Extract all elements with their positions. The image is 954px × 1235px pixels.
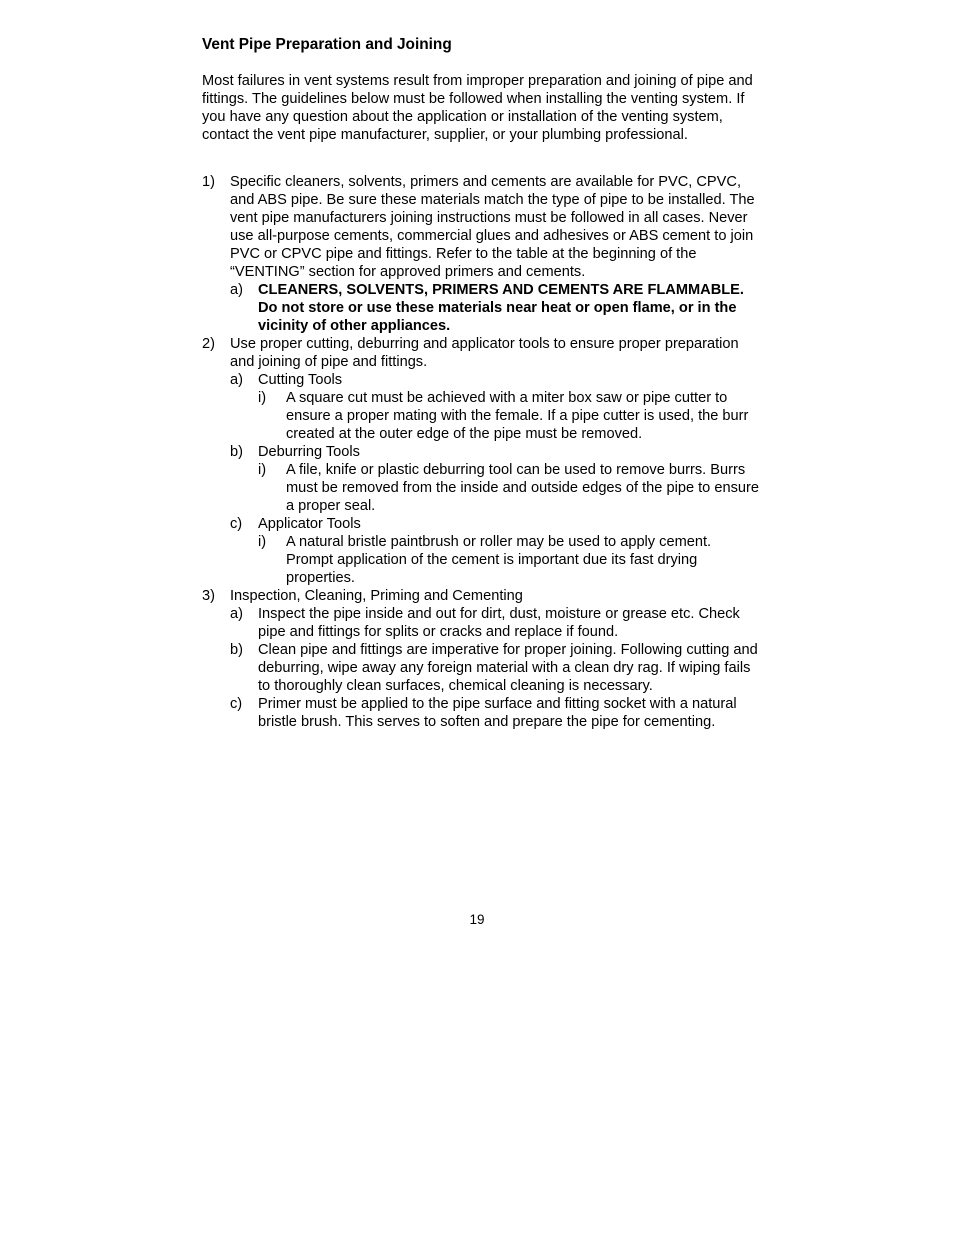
sub-sub-marker: i) xyxy=(258,534,267,550)
intro-paragraph: Most failures in vent systems result from improper preparation and joining of pipe and fittings. The guidelines below must be followed when installing the venting system. If you have any question about the application or installation of the venting system, contact the vent pipe manufacturer, supplier, or your plumbing professional. xyxy=(202,73,753,143)
numbered-list xyxy=(202,173,762,731)
sub-marker: b) xyxy=(230,444,243,460)
sub-item-text: Inspect the pipe inside and out for dirt, dust, moisture or grease etc. Check pipe and fittings for splits or cracks and replace if found. xyxy=(258,606,740,640)
list-item-3 xyxy=(202,587,762,731)
sub-marker: a) xyxy=(230,372,243,388)
sub-marker: c) xyxy=(230,516,243,532)
list-marker: 3) xyxy=(202,588,215,604)
sub-item-text: Cutting Tools xyxy=(258,372,343,388)
sub-item-text: Primer must be applied to the pipe surface and fitting socket with a natural bristle brush. This serves to soften and prepare the pipe for cementing. xyxy=(258,696,737,730)
list-item-1 xyxy=(202,173,762,335)
sub-marker: a) xyxy=(230,282,243,298)
sub-sub-item-text: A file, knife or plastic deburring tool can be used to remove burrs. Burrs must be removed from the inside and outside edges of the pipe to ensure a proper seal. xyxy=(286,462,759,514)
sub-item-text: Clean pipe and fittings are imperative for proper joining. Following cutting and deburring, wipe away any foreign material with a clean dry rag. If wiping fails to thoroughly clean surfaces, chemical cleaning is necessary. xyxy=(258,642,758,694)
sub-item-text: Applicator Tools xyxy=(258,516,361,532)
sub-marker: b) xyxy=(230,642,243,658)
sub-marker: a) xyxy=(230,606,243,622)
sub-marker: c) xyxy=(230,696,243,712)
section-title: Vent Pipe Preparation and Joining xyxy=(202,36,452,53)
sub-sub-marker: i) xyxy=(258,462,267,478)
list-item-2 xyxy=(202,335,762,587)
sub-sub-marker: i) xyxy=(258,390,267,406)
sub-sub-item-text: A natural bristle paintbrush or roller may be used to apply cement. Prompt application of the cement is important due its fast drying properties. xyxy=(286,534,712,586)
sub-item-3a xyxy=(230,605,762,641)
sub-item-2a xyxy=(230,371,762,443)
list-item-text: Inspection, Cleaning, Priming and Cementing xyxy=(230,588,523,604)
page-number: 19 xyxy=(469,912,485,927)
sub-item-3b xyxy=(230,641,762,695)
sub-sub-item xyxy=(258,461,762,515)
sub-item-text: Deburring Tools xyxy=(258,444,360,460)
sub-sub-item xyxy=(258,389,762,443)
list-item-text: Use proper cutting, deburring and applicator tools to ensure proper preparation and joining of pipe and fittings. xyxy=(230,336,739,370)
sub-sub-item-text: A square cut must be achieved with a miter box saw or pipe cutter to ensure a proper mating with the female. If a pipe cutter is used, the burr created at the outer edge of the pipe must be removed. xyxy=(286,390,749,442)
sub-item-1a xyxy=(230,281,762,335)
sub-sub-item xyxy=(258,533,762,587)
list-item-text: Specific cleaners, solvents, primers and cements are available for PVC, CPVC, and ABS pipe. Be sure these materials match the type of pipe to be installed. The vent pipe manufacturers joining instructions must be followed in all cases. Never use all-purpose cements, commercial glues and adhesives or ABS cement to join PVC or CPVC pipe and fittings. Refer to the table at the beginning of the “VENTING” section for approved primers and cements. xyxy=(230,174,755,280)
list-marker: 2) xyxy=(202,336,215,352)
sub-item-2b xyxy=(230,443,762,515)
list-marker: 1) xyxy=(202,174,215,190)
flammable-warning: CLEANERS, SOLVENTS, PRIMERS AND CEMENTS ARE FLAMMABLE. Do not store or use these materials near heat or open flame, or in the vicinity of other appliances. xyxy=(258,282,744,334)
sub-item-2c xyxy=(230,515,762,587)
sub-item-3c xyxy=(230,695,762,731)
